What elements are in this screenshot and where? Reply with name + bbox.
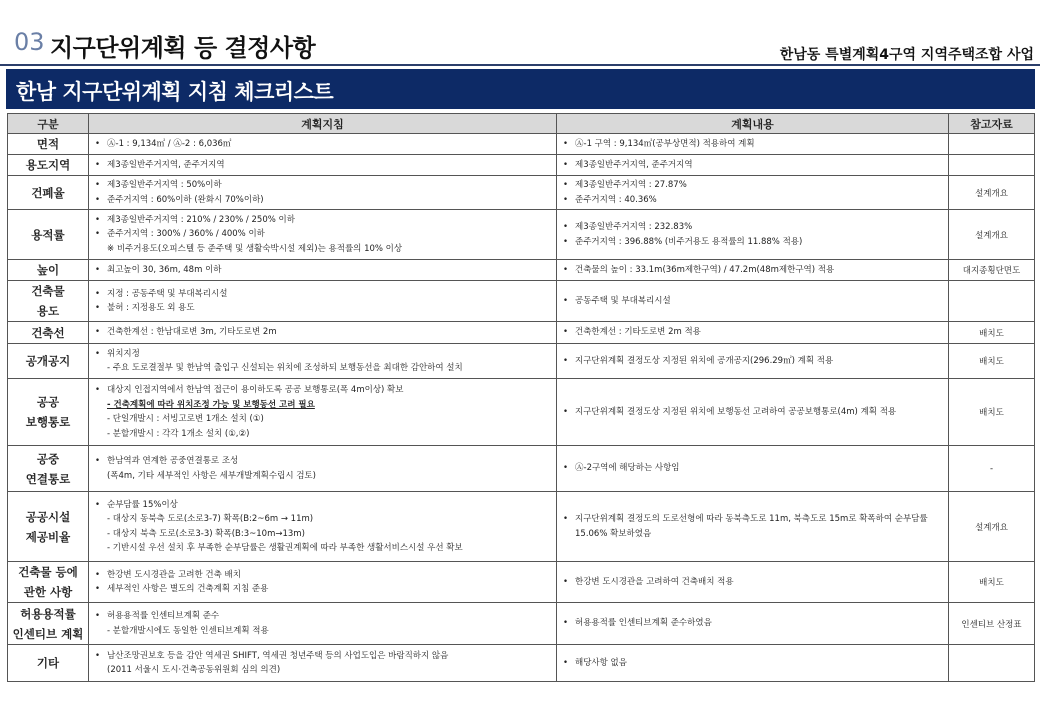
page-header xyxy=(0,0,1040,66)
cell-line: • 제3종일반주거지역 : 232.83% xyxy=(563,220,942,235)
category-label: 면적 xyxy=(36,137,60,151)
category-label: 공개공지 xyxy=(25,354,71,368)
reference-cell: 설계개요 xyxy=(949,492,1035,562)
cell-line: • 위치지정 xyxy=(95,347,550,362)
cell-line: (2011 서울시 도시·건축공동위원회 심의 의견) xyxy=(107,665,281,675)
cell-line: • 지구단위계획 결정도상 지정된 위치에 공개공지(296.29㎡) 계획 적용 xyxy=(563,354,942,369)
category-label: 용적률 xyxy=(31,227,65,242)
reference-cell: 설계개요 xyxy=(949,176,1035,210)
plan-content-cell xyxy=(557,562,949,603)
cell-line: • 허용용적률 인센티브계획 준수 xyxy=(95,609,550,624)
table-row xyxy=(8,134,1035,155)
cell-line: • 남산조망권보호 등을 감안 역세권 SHIFT, 역세권 청년주택 등의 사업도입은 바람직하지 않음 xyxy=(95,649,550,664)
plan-content-cell xyxy=(557,260,949,281)
reference-cell: 인센티브 산정표 xyxy=(949,603,1035,645)
category-label: 공공시설 xyxy=(25,509,71,524)
category-cell xyxy=(8,176,89,210)
plan-guideline-cell xyxy=(89,322,557,344)
category-label: 연결통로 xyxy=(25,471,71,486)
cell-line: • 한강변 도시경관을 고려한 건축 배치 xyxy=(95,568,550,583)
cell-line: • 제3종일반주거지역 : 27.87% xyxy=(563,178,942,193)
cell-line: • 지구단위계획 결정도의 도로선형에 따라 동북측도로 11m, 북측도로 15m로 확폭하여 순부담률 15.06% 확보하였음 xyxy=(563,512,942,541)
category-label: 공공 xyxy=(36,395,60,409)
category-label: 보행통로 xyxy=(25,415,71,429)
cell-line: • 지구단위계획 결정도상 지정된 위치에 보행동선 고려하여 공공보행통로(4m) 계획 적용 xyxy=(563,405,942,420)
cell-line: • 한남역과 연계한 공중연결통로 조성 xyxy=(95,454,550,469)
category-cell xyxy=(8,446,89,492)
plan-guideline-cell xyxy=(89,134,557,155)
table-row xyxy=(8,281,1035,322)
category-label: 용도지역 xyxy=(25,158,71,172)
table-row xyxy=(8,379,1035,446)
cell-line: • 준주거지역 : 40.36% xyxy=(563,193,942,208)
category-cell xyxy=(8,134,89,155)
category-cell xyxy=(8,645,89,682)
cell-line: - 대상지 북측 도로(소로3-3) 확폭(B:3~10m→13m) xyxy=(107,528,305,539)
category-cell xyxy=(8,379,89,446)
cell-line: • 순부담률 15%이상 xyxy=(95,498,550,513)
table-row xyxy=(8,645,1035,682)
banner-title: 한남 지구단위계획 지침 체크리스트 xyxy=(16,80,334,104)
cell-line: (폭4m, 기타 세부적인 사항은 세부개발계획수립시 검토) xyxy=(107,470,316,481)
table-row xyxy=(8,562,1035,603)
category-label: 용도 xyxy=(36,304,60,318)
plan-content-cell xyxy=(557,344,949,379)
plan-content-cell xyxy=(557,134,949,155)
category-label: 허용용적률 xyxy=(20,606,76,621)
plan-content-cell xyxy=(557,492,949,562)
cell-line: • Ⓐ-1 구역 : 9,134㎡(공부상면적) 적용하여 계획 xyxy=(563,137,942,152)
cell-line: - 분할개발시 : 각각 1개소 설치 (①,②) xyxy=(107,428,250,439)
column-header: 구분 xyxy=(8,114,89,134)
cell-line: • Ⓐ-1 : 9,134㎡ / Ⓐ-2 : 6,036㎡ xyxy=(95,137,550,152)
cell-line: • 제3종일반주거지역 : 210% / 230% / 250% 이하 xyxy=(95,213,550,228)
plan-guideline-cell xyxy=(89,603,557,645)
category-label: 기타 xyxy=(36,656,60,670)
table-header-row xyxy=(8,114,1035,134)
cell-line: • 준주거지역 : 300% / 360% / 400% 이하 xyxy=(95,227,550,242)
cell-line: - 기반시설 우선 설치 후 부족한 순부담률은 생활권계획에 따라 부족한 생활서비스시설 우선 확보 xyxy=(107,543,463,553)
column-header: 계획내용 xyxy=(557,114,949,134)
cell-line: • 한강변 도시경관을 고려하여 건축배치 적용 xyxy=(563,575,942,590)
plan-guideline-cell xyxy=(89,562,557,603)
table-row xyxy=(8,344,1035,379)
reference-cell: - xyxy=(949,446,1035,492)
table-row xyxy=(8,492,1035,562)
reference-cell: 배치도 xyxy=(949,322,1035,344)
category-label: 관한 사항 xyxy=(23,585,73,599)
category-cell xyxy=(8,210,89,260)
section-title: 지구단위계획 등 결정사항 xyxy=(50,34,316,62)
plan-content-cell xyxy=(557,322,949,344)
category-label: 제공비율 xyxy=(25,529,71,544)
cell-line: • 지정 : 공동주택 및 부대복리시설 xyxy=(95,287,550,302)
reference-cell: 대지종횡단면도 xyxy=(949,260,1035,281)
reference-cell: 배치도 xyxy=(949,379,1035,446)
reference-cell: 배치도 xyxy=(949,344,1035,379)
category-cell xyxy=(8,155,89,176)
category-cell xyxy=(8,562,89,603)
cell-line: • 허용용적률 인센티브계획 준수하였음 xyxy=(563,616,942,631)
category-cell xyxy=(8,492,89,562)
cell-line: • 불허 : 지정용도 외 용도 xyxy=(95,301,550,316)
header-rule xyxy=(0,64,1040,66)
cell-line: - 대상지 동북측 도로(소로3-7) 확폭(B:2~6m → 11m) xyxy=(107,514,314,524)
plan-content-cell xyxy=(557,176,949,210)
section-number: 03 xyxy=(14,28,45,56)
plan-content-cell xyxy=(557,645,949,682)
project-name: 한남동 특별계획4구역 지역주택조합 사업 xyxy=(779,47,1034,63)
cell-line: • 제3종일반주거지역 : 50%이하 xyxy=(95,178,550,193)
plan-guideline-cell xyxy=(89,645,557,682)
cell-line: • 공동주택 및 부대복리시설 xyxy=(563,294,942,309)
reference-cell xyxy=(949,645,1035,682)
plan-guideline-cell xyxy=(89,155,557,176)
cell-line: • 건축물의 높이 : 33.1m(36m제한구역) / 47.2m(48m제한구역) 적용 xyxy=(563,263,942,278)
table-row xyxy=(8,155,1035,176)
table-row xyxy=(8,210,1035,260)
reference-cell xyxy=(949,281,1035,322)
cell-line: • 대상지 인접지역에서 한남역 접근이 용이하도록 공공 보행통로(폭 4m이상) 확보 xyxy=(95,383,550,398)
cell-line: • 건축한계선 : 기타도로변 2m 적용 xyxy=(563,325,942,340)
reference-cell xyxy=(949,155,1035,176)
category-label: 건폐율 xyxy=(31,185,65,200)
plan-content-cell xyxy=(557,603,949,645)
category-cell xyxy=(8,344,89,379)
category-cell xyxy=(8,281,89,322)
plan-guideline-cell xyxy=(89,210,557,260)
cell-line: - 주요 도로결절부 및 한남역 출입구 신설되는 위치에 조성하되 보행동선을 최대한 감안하여 설치 xyxy=(107,363,463,373)
plan-guideline-cell xyxy=(89,281,557,322)
reference-cell: 설계개요 xyxy=(949,210,1035,260)
column-header: 계획지침 xyxy=(89,114,557,134)
category-label: 인센티브 계획 xyxy=(12,626,84,641)
checklist-table xyxy=(7,113,1035,682)
table-row xyxy=(8,603,1035,645)
plan-content-cell xyxy=(557,281,949,322)
table-row xyxy=(8,322,1035,344)
cell-line: • 건축한계선 : 한남대로변 3m, 기타도로변 2m xyxy=(95,325,550,340)
cell-line: - 분할개발시에도 동일한 인센티브계획 적용 xyxy=(107,625,269,636)
category-label: 건축물 등에 xyxy=(18,565,78,579)
category-label: 공중 xyxy=(36,451,60,466)
cell-line: • Ⓐ-2구역에 해당하는 사항임 xyxy=(563,461,942,476)
category-cell xyxy=(8,322,89,344)
plan-guideline-cell xyxy=(89,344,557,379)
checklist-banner xyxy=(6,69,1035,109)
cell-line: - 단일개발시 : 서빙고로변 1개소 설치 (①) xyxy=(107,414,264,424)
plan-guideline-cell xyxy=(89,446,557,492)
plan-content-cell xyxy=(557,155,949,176)
category-cell xyxy=(8,260,89,281)
category-cell xyxy=(8,603,89,645)
table-row xyxy=(8,446,1035,492)
cell-line: ※ 비주거용도(오피스텔 등 준주택 및 생활숙박시설 제외)는 용적률의 10% 이상 xyxy=(107,243,403,254)
table-row xyxy=(8,176,1035,210)
cell-line: • 세부적인 사항은 별도의 건축계획 지침 준용 xyxy=(95,582,550,597)
category-label: 높이 xyxy=(36,263,60,277)
cell-line: • 해당사항 없음 xyxy=(563,656,942,671)
category-label: 건축선 xyxy=(31,325,65,340)
cell-line: • 준주거지역 : 60%이하 (완화시 70%이하) xyxy=(95,193,550,208)
plan-content-cell xyxy=(557,379,949,446)
cell-line: • 제3종일반주거지역, 준주거지역 xyxy=(563,158,942,173)
cell-line: - 건축계획에 따라 위치조정 가능 및 보행동선 고려 필요 xyxy=(107,399,315,410)
plan-content-cell xyxy=(557,446,949,492)
cell-line: • 제3종일반주거지역, 준주거지역 xyxy=(95,158,550,173)
reference-cell: 배치도 xyxy=(949,562,1035,603)
reference-cell xyxy=(949,134,1035,155)
column-header: 참고자료 xyxy=(949,114,1035,134)
cell-line: • 준주거지역 : 396.88% (비주거용도 용적률의 11.88% 적용) xyxy=(563,235,942,250)
plan-guideline-cell xyxy=(89,492,557,562)
category-label: 건축물 xyxy=(31,284,65,298)
cell-line: • 최고높이 30, 36m, 48m 이하 xyxy=(95,263,550,278)
plan-guideline-cell xyxy=(89,260,557,281)
plan-guideline-cell xyxy=(89,379,557,446)
table-row xyxy=(8,260,1035,281)
plan-guideline-cell xyxy=(89,176,557,210)
plan-content-cell xyxy=(557,210,949,260)
